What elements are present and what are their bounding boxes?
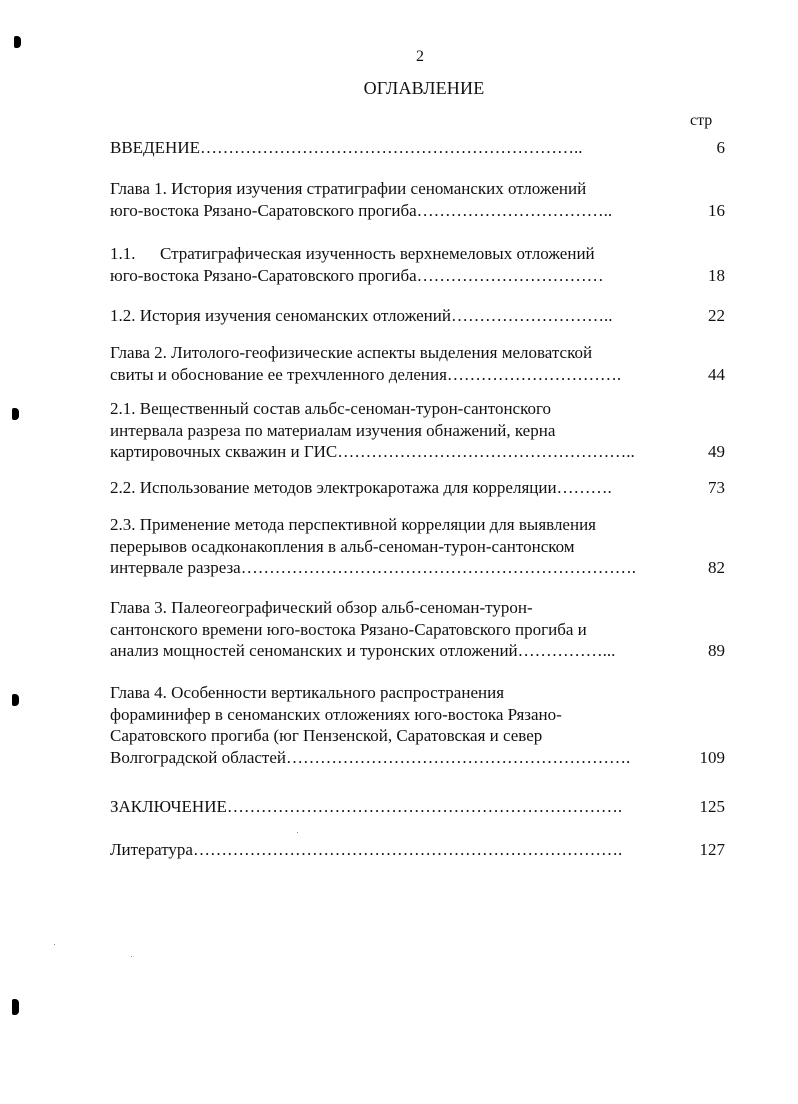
toc-entry-line: перерывов осадконакопления в альб-сеноман-турон-сантонском xyxy=(110,536,575,556)
toc-entry-line: Глава 3. Палеогеографический обзор альб-сеноман-турон- xyxy=(110,598,533,617)
toc-entry-line: интервала разреза по материалам изучения обнажений, керна xyxy=(110,420,556,440)
page-title: ОГЛАВЛЕНИЕ xyxy=(363,78,485,98)
toc-page-number: 44 xyxy=(708,364,725,384)
toc-entry-line: сантонского времени юго-востока Рязано-Саратовского прогиба и xyxy=(110,619,587,639)
toc-entry-title: картировочных скважин и ГИС…………………………………………….. xyxy=(110,442,635,461)
toc-page-number: 49 xyxy=(708,442,725,461)
toc-entry-title: юго-востока Рязано-Саратовского прогиба…………………………… xyxy=(110,265,604,285)
toc-entry-line: Глава 1. История изучения стратиграфии сеноманских отложений xyxy=(110,179,587,198)
toc-entry-title: ЗАКЛЮЧЕНИЕ……………………………………………………………. xyxy=(110,797,623,816)
page-column-header: стр xyxy=(690,112,713,129)
toc-page-number: 125 xyxy=(699,797,725,816)
toc-entry-section-2-3[interactable] xyxy=(110,514,725,579)
toc-page-number: 16 xyxy=(708,200,725,220)
toc-entry-line: 2.3. Применение метода перспективной корреляции для выявления xyxy=(110,515,596,534)
toc-section-number: 1.1. xyxy=(110,244,136,263)
toc-entry-section-2-2[interactable] xyxy=(110,477,725,499)
toc-entry-chapter-2[interactable] xyxy=(110,342,725,385)
toc-entry-chapter-3[interactable] xyxy=(110,597,725,662)
toc-entry-title: Литература…………………………………………………………………. xyxy=(110,840,623,859)
toc-page-number: 18 xyxy=(708,265,725,285)
toc-entry-title: свиты и обоснование ее трехчленного деления…………………………. xyxy=(110,364,622,384)
toc-entry-line: Глава 4. Особенности вертикального распространения xyxy=(110,683,505,702)
toc-entry-chapter-1[interactable] xyxy=(110,178,725,221)
toc-entry-title: 2.2. Использование методов электрокаротажа для корреляции………. xyxy=(110,478,612,497)
toc-page-number: 22 xyxy=(708,306,725,325)
toc-entry-line: Глава 2. Литолого-геофизические аспекты выделения меловатской xyxy=(110,343,593,362)
toc-entry-title: интервале разреза……………………………………………………………. xyxy=(110,558,636,577)
toc-page-number: 89 xyxy=(708,641,725,660)
toc-page-number: 6 xyxy=(716,138,725,157)
toc-entry-references[interactable] xyxy=(110,839,725,861)
scan-speck xyxy=(54,944,55,945)
toc-entry-line: Стратиграфическая изученность верхнемеловых отложений xyxy=(160,244,595,263)
toc-entry-title: 1.2. История изучения сеноманских отложений……………………….. xyxy=(110,306,613,325)
toc-entry-section-1-2[interactable] xyxy=(110,305,725,327)
toc-entry-chapter-4[interactable] xyxy=(110,682,725,768)
toc-page-number: 73 xyxy=(708,478,725,497)
toc-entry-line: фораминифер в сеноманских отложениях юго-востока Рязано- xyxy=(110,704,562,724)
toc-entry-section-1-1[interactable] xyxy=(110,243,725,286)
toc-entry-line: Саратовского прогиба (юг Пензенской, Саратовская и север xyxy=(110,726,543,745)
toc-entry-title: юго-востока Рязано-Саратовского прогиба…………………………….. xyxy=(110,200,613,220)
binder-mark xyxy=(14,36,21,48)
toc-entry-title: ВВЕДЕНИЕ………………………………………………………….. xyxy=(110,138,583,157)
scan-speck xyxy=(297,832,298,833)
toc-page-number: 127 xyxy=(699,840,725,859)
page-number: 2 xyxy=(416,48,424,65)
binder-mark xyxy=(12,694,19,706)
binder-mark xyxy=(12,999,19,1015)
toc-entry-section-2-1[interactable] xyxy=(110,398,725,463)
scan-speck xyxy=(131,956,132,957)
toc-entry-line: 2.1. Вещественный состав альбс-сеноман-турон-сантонского xyxy=(110,399,552,418)
toc-entry-title: Волгоградской областей……………………………………………………. xyxy=(110,747,631,767)
toc-entry-conclusion[interactable] xyxy=(110,796,725,818)
toc-page-number: 109 xyxy=(699,747,725,767)
binder-mark xyxy=(12,408,19,420)
toc-entry-introduction[interactable] xyxy=(110,137,725,159)
toc-page-number: 82 xyxy=(708,558,725,577)
toc-entry-title: анализ мощностей сеноманских и туронских отложений……………... xyxy=(110,641,616,660)
